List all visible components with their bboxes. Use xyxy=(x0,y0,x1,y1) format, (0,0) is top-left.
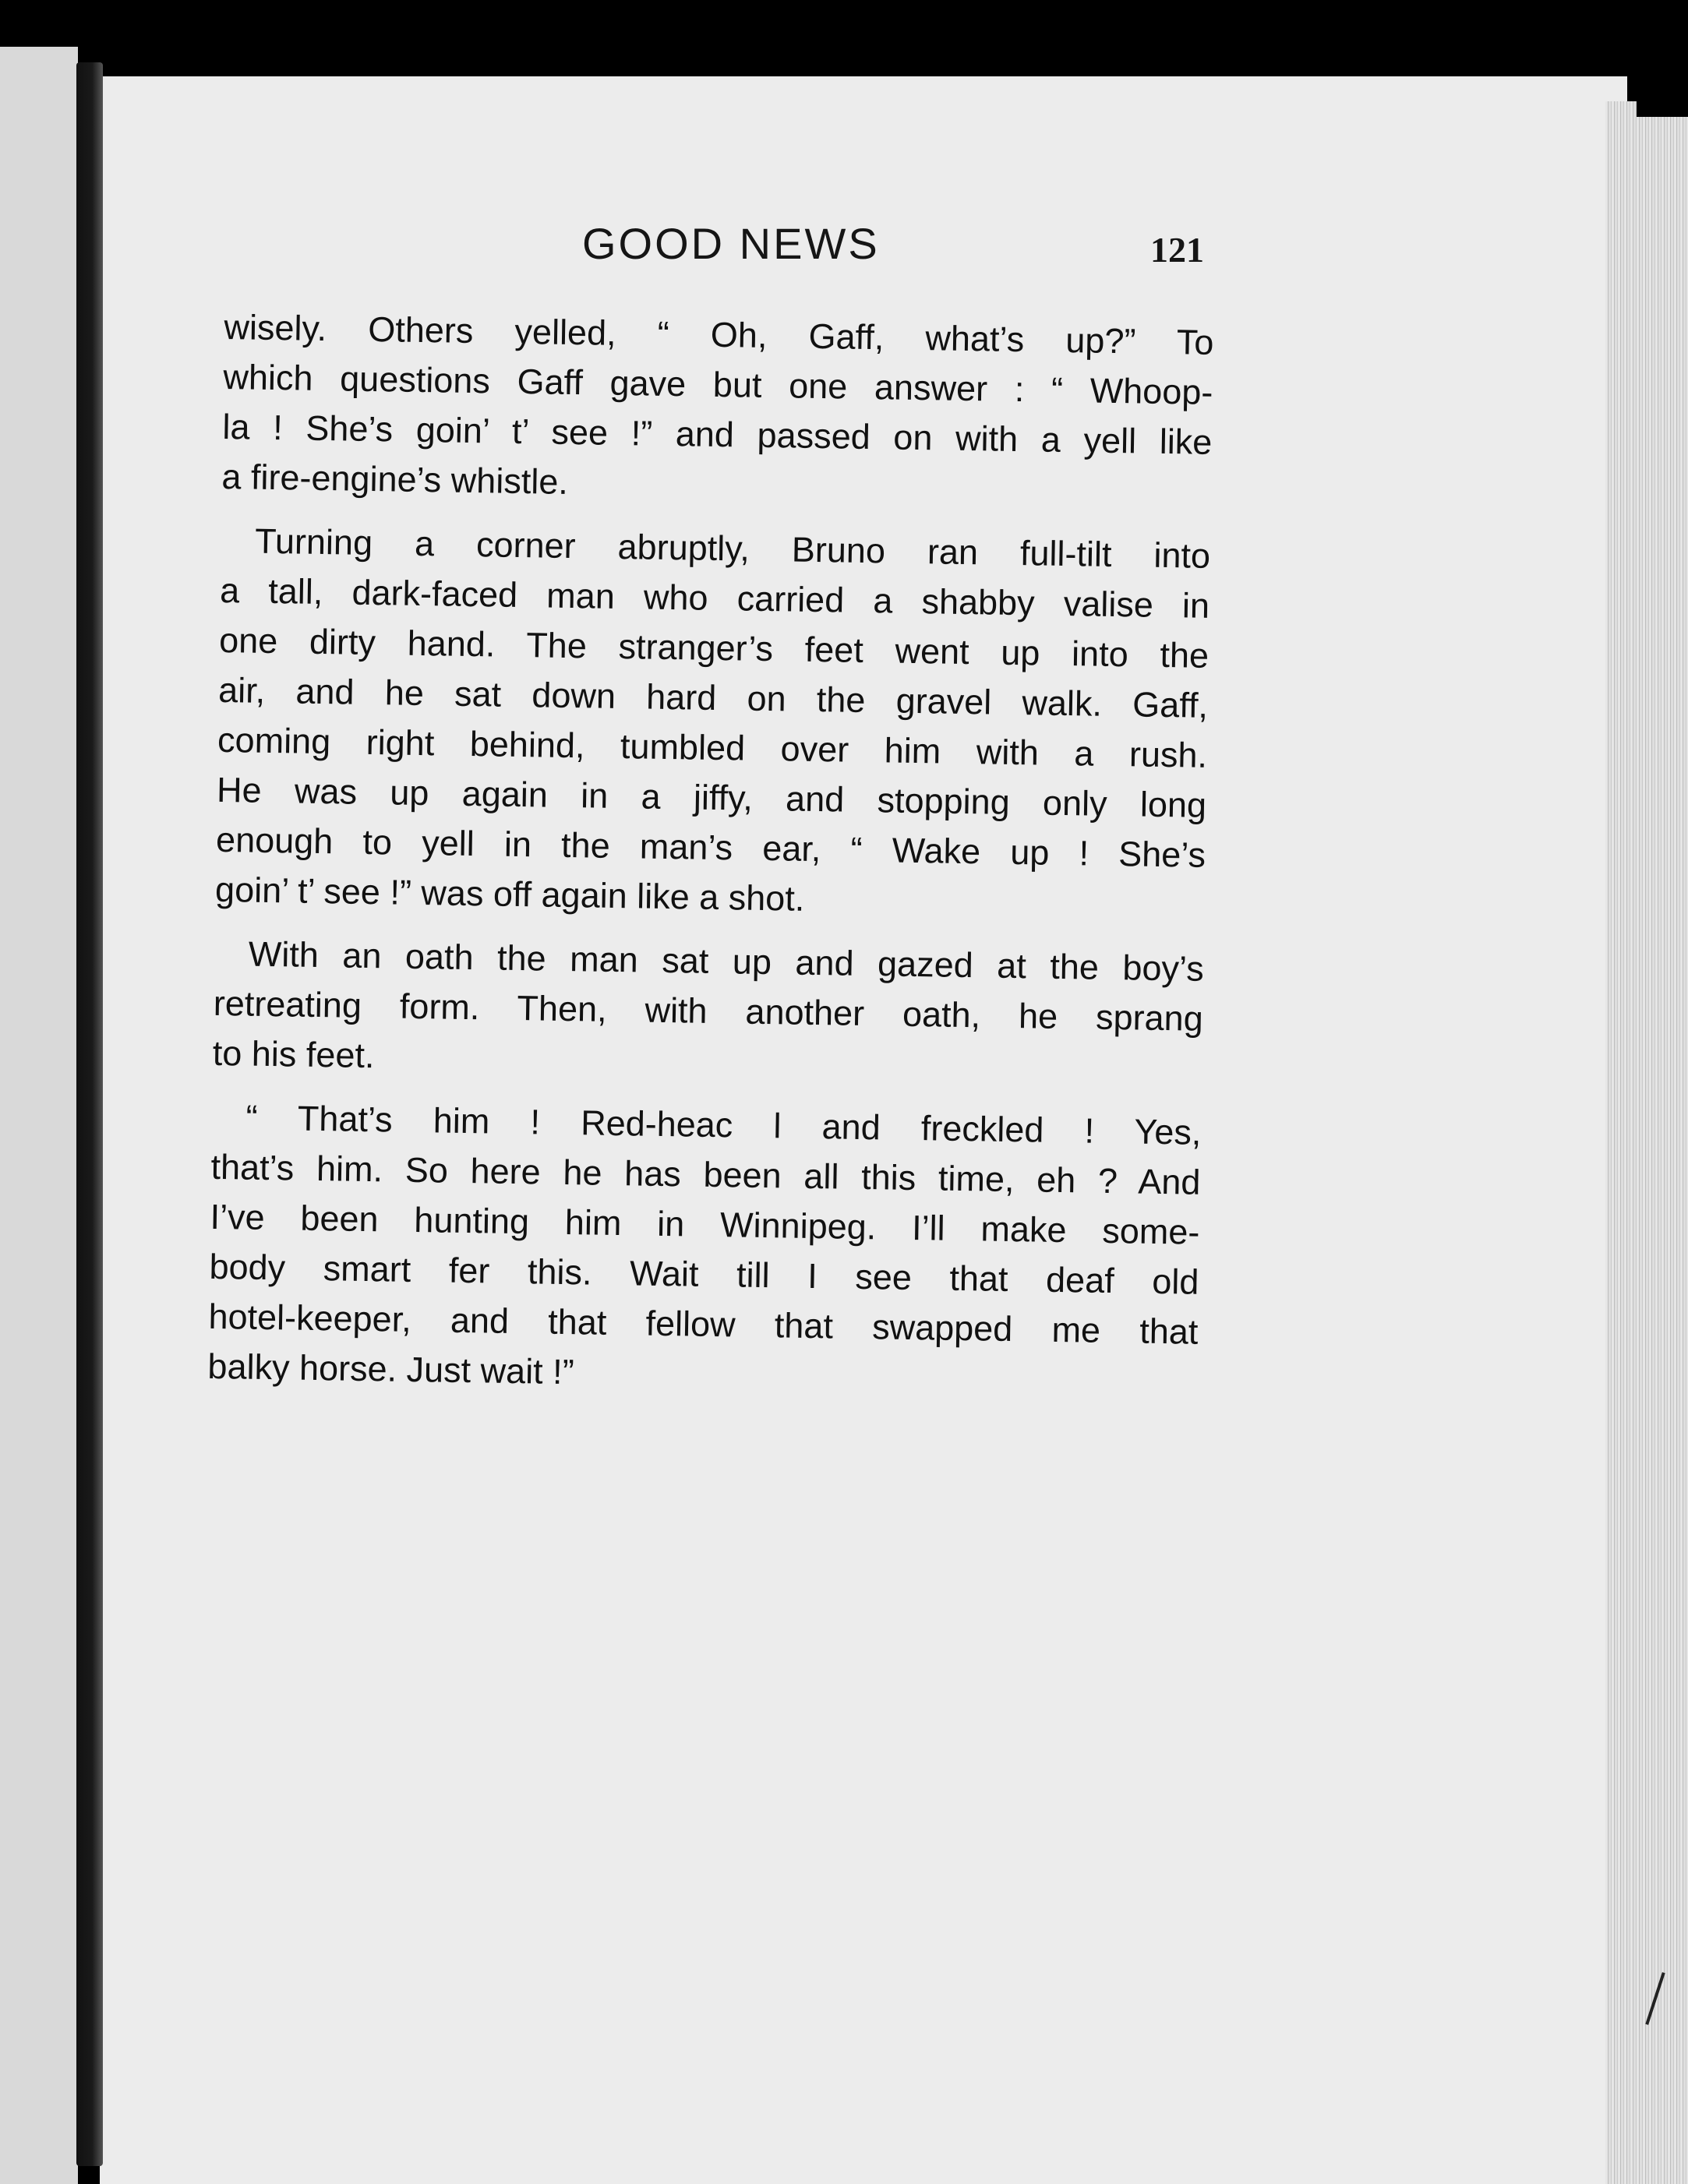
text-line: air, and he sat down hard on the gravel walk. Gaff, xyxy=(217,669,1209,725)
page-number: 121 xyxy=(1150,230,1204,270)
text-line: which questions Gaff gave but one answer : “ Whoop- xyxy=(223,356,1213,412)
body-text xyxy=(207,302,1214,1421)
text-line: He was up again in a jiffy, and stopping only long xyxy=(216,769,1207,825)
text-line: to his feet. xyxy=(212,1032,375,1076)
facing-page-edge xyxy=(0,47,78,2184)
text-line: Turning a corner abruptly, Bruno ran full-tilt into xyxy=(254,520,1211,576)
text-line: I’ve been hunting him in Winnipeg. I’ll make some- xyxy=(210,1196,1200,1252)
text-line: a tall, dark-faced man who carried a shabby valise in xyxy=(219,570,1210,626)
paragraph xyxy=(212,929,1204,1094)
text-line: With an oath the man sat up and gazed at the boy’s xyxy=(248,933,1205,989)
text-line: goin’ t’ see !” was off again like a shot. xyxy=(214,869,805,919)
text-line: la ! She’s goin’ t’ see !” and passed on with a yell like xyxy=(222,406,1213,462)
paragraph xyxy=(215,516,1211,930)
text-line: retreating form. Then, with another oath, he sprang xyxy=(213,983,1204,1039)
running-head: GOOD NEWS xyxy=(582,219,880,268)
text-line: hotel-keeper, and that fellow that swapped me that xyxy=(208,1296,1199,1352)
page-stack-edges xyxy=(1605,101,1688,2184)
text-line: a fire-engine’s whistle. xyxy=(221,456,569,502)
text-line: coming right behind, tumbled over him with a rush. xyxy=(217,719,1208,775)
text-line: body smart fer this. Wait till I see that deaf old xyxy=(209,1246,1199,1302)
text-line: wisely. Others yelled, “ Oh, Gaff, what’s up?” To xyxy=(224,306,1214,362)
book-spine-shadow xyxy=(76,62,103,2166)
text-line: “ That’s him ! Red-heac l and freckled ! Yes, xyxy=(245,1097,1202,1152)
paragraph xyxy=(207,1092,1202,1407)
text-line: enough to yell in the man’s ear, “ Wake up ! She’s xyxy=(215,819,1206,875)
text-line: that’s him. So here he has been all this time, eh ? And xyxy=(210,1146,1201,1202)
text-line: one dirty hand. The stranger’s feet went up into the xyxy=(218,619,1209,676)
paragraph xyxy=(221,302,1214,517)
text-line: balky horse. Just wait !” xyxy=(207,1346,575,1392)
scan-corner-shadow xyxy=(1637,0,1688,117)
